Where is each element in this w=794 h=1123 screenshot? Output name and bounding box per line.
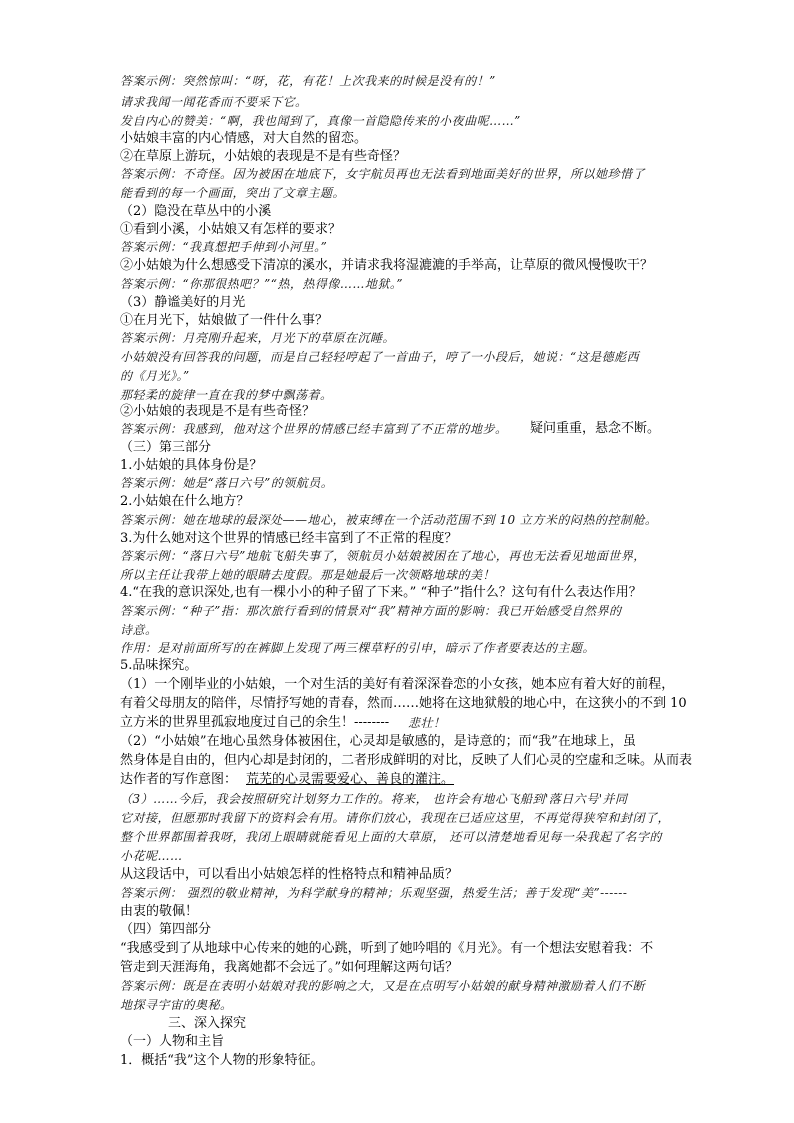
text-line: （2）“小姑娘”在地心虽然身体被困住，心灵却是敏感的，是诗意的；而“我”在地球上，虽 xyxy=(120,734,636,749)
question-line: ②小姑娘为什么想感受下清凉的溪水，并请求我将湿漉漉的手举高，让草原的微风慢慢吹干？ xyxy=(120,258,654,273)
answer-line: 答案示例：“种子”指：那次旅行看到的情景对“我”精神方面的影响：我已开始感受自然界的 xyxy=(120,604,622,618)
text-line: 由衷的敬佩！ xyxy=(120,904,199,919)
section-heading: （四）第四部分 xyxy=(120,922,212,937)
answer-line: 所以主任让我带上她的眼睛去度假。那是她最后一次领略地球的美！ xyxy=(120,568,496,582)
answer-line: 小姑娘没有回答我的问题，而是自己轻轻哼起了一首曲子，哼了一小段后，她说：“这是德彪西 xyxy=(120,350,640,364)
answer-line: 那轻柔的旋律一直在我的梦中飘荡着。 xyxy=(120,388,333,402)
text-line: 疑问重重，悬念不断。 xyxy=(530,421,661,436)
question-line: 1.小姑娘的具体身份是？ xyxy=(120,458,263,473)
text-line: 立方米的世界里孤寂地度过自己的余生！-------- xyxy=(120,715,390,730)
question-line: ②在草原上游玩，小姑娘的表现是不是有些奇怪？ xyxy=(120,149,407,164)
text-line: 达作者的写作意图： xyxy=(120,772,238,787)
answer-line: 作用：是对前面所写的在裤脚上发现了两三棵草籽的引申，暗示了作者要表达的主题。 xyxy=(120,641,596,655)
answer-line: 地探寻宇宙的奥秘。 xyxy=(120,998,233,1012)
answer-line: 答案示例：既是在表明小姑娘对我的影响之大，又是在点明写小姑娘的献身精神激励着人们不断 xyxy=(120,979,646,993)
question-line: 4.“在我的意识深处,也有一棵小小的种子留了下来。” “种子”指什么？这句有什么表达作用？ xyxy=(120,585,642,600)
question-line: 1．概括“我”这个人物的形象特征。 xyxy=(120,1053,324,1068)
question-line: 5.品味探究。 xyxy=(120,658,198,673)
text-line: 小姑娘丰富的内心情感，对大自然的留恋。 xyxy=(120,131,368,146)
quote-line: 整个世界都围着我呀，我闭上眼睛就能看见上面的大草原， 还可以清楚地看见每一朵我起了名字的 xyxy=(120,830,662,844)
answer-line: 诗意。 xyxy=(120,623,158,637)
quote-line: （3）……今后，我会按照研究计划努力工作的。将来， 也许会有地心飞船到'落日六号'并同 xyxy=(120,792,628,806)
text-line: 管走到天涯海角，我离她都不会远了。”如何理解这两句话？ xyxy=(120,960,459,975)
section-heading: （3）静谧美好的月光 xyxy=(120,295,246,310)
text-line: （1）一个刚毕业的小姑娘，一个对生活的美好有着深深眷恋的小女孩，她本应有着大好的前程， xyxy=(120,677,675,692)
quote-line: 它对接，但愿那时我留下的资料会有用。请你们放心，我现在已适应这里，不再觉得狭窄和封闭了， xyxy=(120,811,671,825)
question-line: 3.为什么她对这个世界的情感已经丰富到了不正常的程度？ xyxy=(120,531,458,546)
question-line: ②小姑娘的表现是不是有些奇怪？ xyxy=(120,404,316,419)
question-line: 2.小姑娘在什么地方？ xyxy=(120,494,250,509)
answer-line: 悲壮！ xyxy=(408,716,446,730)
underlined-text: 荒芜的心灵需要爱心、善良的灌注。 xyxy=(246,772,455,787)
answer-line: 答案示例：突然惊叫：“呀，花，有花！上次我来的时候是没有的！” xyxy=(120,74,496,88)
question-line: ①看到小溪，小姑娘又有怎样的要求？ xyxy=(120,222,342,237)
answer-line: 能看到的每一个画面，突出了文章主题。 xyxy=(120,186,346,200)
answer-line: 答案示例：“落日六号”地航飞船失事了，领航员小姑娘被困在了地心，再也无法看见地面世界， xyxy=(120,549,646,563)
text-line: 有着父母朋友的陪伴，尽情抒写她的青春，然而……她将在这地狱般的地心中，在这狭小的不到 10 xyxy=(120,696,687,711)
answer-line: 发自内心的赞美：“啊，我也闻到了，真像一首隐隐传来的小夜曲呢……” xyxy=(120,114,521,128)
answer-line: 答案示例：不奇怪。因为被困在地底下，女宇航员再也无法看到地面美好的世界，所以她珍惜了 xyxy=(120,167,646,181)
section-heading: 三、深入探究 xyxy=(168,1016,247,1031)
section-heading: （一）人物和主旨 xyxy=(120,1034,225,1049)
quote-line: 小花呢…… xyxy=(120,849,183,863)
answer-line: 答案示例：月亮刚升起来，月光下的草原在沉睡。 xyxy=(120,331,396,345)
question-line: 从这段话中，可以看出小姑娘怎样的性格特点和精神品质？ xyxy=(120,867,459,882)
section-heading: （三）第三部分 xyxy=(120,440,212,455)
answer-line: 答案示例：她是“落日六号”的领航员。 xyxy=(120,476,334,490)
text-line: “我感受到了从地球中心传来的她的心跳，听到了她吟唱的《月光》。有一个想法安慰着我：不 xyxy=(120,941,654,956)
section-heading: （2）隐没在草丛中的小溪 xyxy=(120,204,272,219)
answer-line: 答案示例：我感到，他对这个世界的情感已经丰富到了不正常的地步。 xyxy=(120,422,508,436)
answer-line: 答案示例：她在地球的最深处——地心，被束缚在一个活动范围不到 10 立方米的闷热的控制舱。 xyxy=(120,513,658,527)
answer-line: 答案示例： 强烈的敬业精神，为科学献身的精神；乐观坚强，热爱生活；善于发现“美”------ xyxy=(120,886,628,900)
answer-line: 请求我闻一闻花香而不要采下它。 xyxy=(120,95,308,109)
text-line: 然身体是自由的，但内心却是封闭的，二者形成鲜明的对比，反映了人们心灵的空虚和乏味。从而表 xyxy=(120,753,693,768)
question-line: ①在月光下，姑娘做了一件什么事？ xyxy=(120,313,329,328)
answer-line: 答案示例：“我真想把手伸到小河里。” xyxy=(120,240,328,254)
answer-line: 的《月光》。” xyxy=(120,369,190,383)
answer-line: 答案示例：“你那很热吧？”“热，热得像……地狱。” xyxy=(120,277,404,291)
